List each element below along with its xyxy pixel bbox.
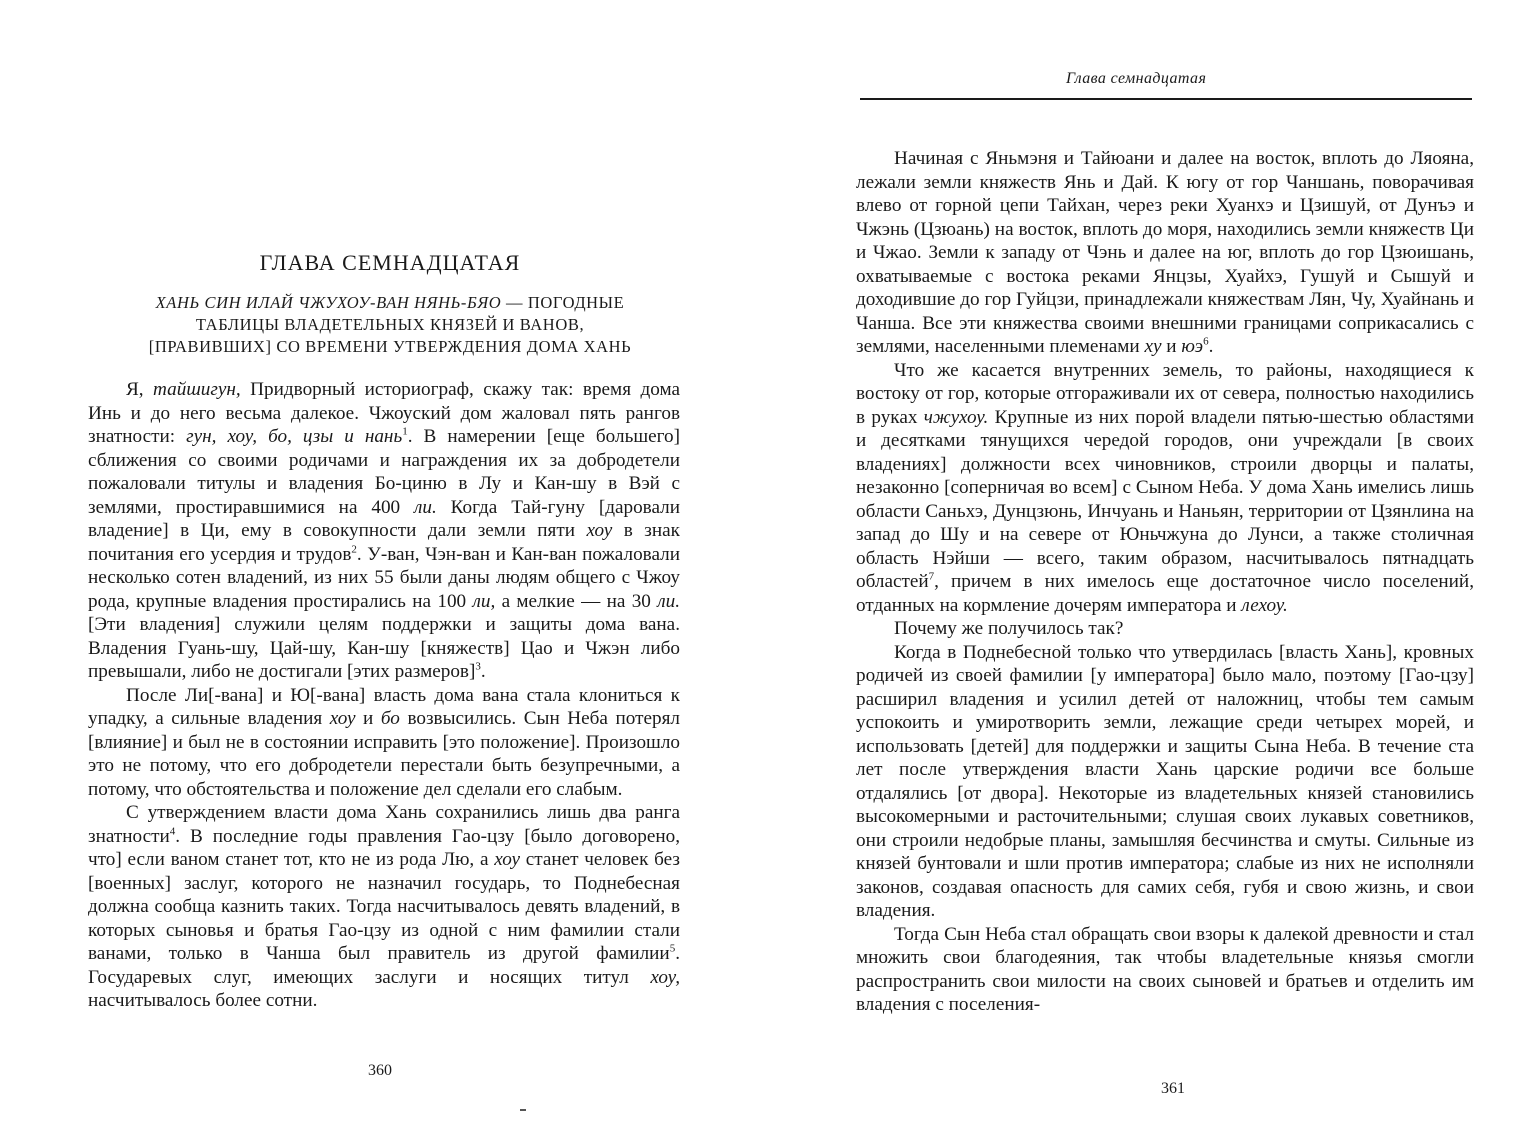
paragraph [88,801,680,1013]
right-page-body [856,147,1474,1017]
text-run: . Государевых слуг, имеющих заслуги и носящих титул [88,943,680,988]
text-run: . В последние годы правления Гао-цзу [было договорено, что] если ваном станет тот, кто не из рода Лю, а [88,825,680,870]
text-run: Придворный историограф, скажу так: время дома Инь и до него весьма далекое. Чжоуский дом жаловал пять рангов знатности: [88,379,680,447]
text-run: Тогда Сын Неба стал обращать свои взоры к далекой древности и стал множить свои благодеяния, так чтобы владетельные князья смогли распространить свои милости на своих сыновей и братьев и отделить им владения с поселения- [856,923,1474,1015]
text-run: Когда в Поднебесной только что утвердилась [власть Хань], кровных родичей из своей фамилии [у императора] было мало, поэтому [Гао-цзу] расширил владения и усилил детей от наложниц, чтобы тем самым успокоить и умиротворить земли, лежащие среди четырех морей, и использовать [детей] для поддержки и защиты Сына Неба. В течение ста лет после утверждения власти Хань царские родичи все больше отдалялись [от двора]. Некоторые из владетельных князей становились высокомерными и расточительными; слушая своих лукавых советников, они строили недобрые планы, замышляя бесчинства и смуты. Сильные из князей бунтовали и шли против императора; слабые из них не исполняли законов, создавая опасность для самих себя, губя и свою жизнь, и свои владения. [856,641,1474,921]
chapter-subtitle [90,292,690,358]
footnote-ref: 4 [169,825,176,838]
paragraph [856,617,1474,641]
footnote-ref: 7 [928,570,935,583]
italic-term: ли. [657,590,680,612]
text-run: станет человек без [военных] заслуг, которого не назначил государь, то Поднебесная должна сообща казнить таких. Тогда насчитывалось девять владений, в которых сыновья и братья Гао-цзу из одной с ним фамилии стали ванами, только в Чанша был правитель из другой фамилии [88,849,680,964]
text-run: . У-ван, Чэн-ван и Кан-ван пожаловали несколько сотен владений, из них 55 были даны людям общего с Чжоу рода, крупные владения простирались на 100 [88,543,680,612]
italic-term: хоу [329,708,356,729]
text-run: После Ли[-вана] и Ю[-вана] власть дома вана стала клониться к упадку, а сильные владения [88,684,680,729]
scan-speck [520,1109,526,1111]
text-run: . [480,661,486,682]
footnote-ref: 6 [1203,335,1209,348]
text-run: Я, [126,379,154,400]
italic-term: гун, хоу, бо, цзы и нань [186,426,403,447]
italic-term: чжухоу. [923,406,989,428]
subtitle-line-1-rest: — ПОГОДНЫЕ [501,293,625,312]
page-number-right: 361 [1161,1080,1185,1097]
running-head-rule [860,98,1472,100]
paragraph [88,378,680,684]
italic-term: хоу, [650,966,680,988]
text-run: . В намерении [еще большего] сближения со своими родичами и награждения их за добродетели пожаловали титулы и владения Бо-циню в Лу и Кан-шу в Вэй с землями, простиравшимися на 400 [88,426,681,518]
text-run: С утверждением власти дома Хань сохранились лишь два ранга знатности [88,802,680,847]
text-run: Что же касается внутренних земель, то районы, находящиеся к востоку от гор, которые отгораживали их от севера, полностью находились в руках [856,359,1474,428]
subtitle-transliteration: ХАНЬ СИН ИЛАЙ ЧЖУХОУ-ВАН НЯНЬ-БЯО [155,293,502,312]
text-run: , причем в них имелось еще достаточное число поселений, отданных на кормление дочерям императора и [856,571,1474,616]
chapter-title: ГЛАВА СЕМНАДЦАТАЯ [259,250,521,275]
subtitle-line-3: [ПРАВИВШИХ] СО ВРЕМЕНИ УТВЕРЖДЕНИЯ ДОМА ХАНЬ [148,337,632,356]
italic-term: тайшигун, [153,379,241,400]
text-run: возвысились. Сын Неба потерял [влияние] и был не в состоянии исправить [это положение]. Произошло это не потому, что его добродетели перестали быть безупречными, а потому, что обстоятельства и положение дел сделали его слабым. [88,708,680,800]
subtitle-line-1 [90,292,690,314]
paragraph [88,684,680,802]
italic-term: лехоу. [1241,594,1288,616]
footnote-ref: 2 [351,543,357,556]
italic-term: хоу [586,520,613,541]
text-run: насчитывалось более сотни. [88,990,318,1011]
footnote-ref: 1 [402,425,408,438]
italic-term: юэ [1181,336,1204,357]
text-run: а мелкие — на 30 [495,590,658,612]
text-run: [Эти владения] служили целям поддержки и защиты дома вана. Владения Гуань-шу, Цай-шу, Кан-шу [княжеств] Цао и Чжэн либо превышали, либо не достигали [этих размеров] [88,614,680,682]
italic-term: ху [1144,336,1162,357]
italic-term: ли. [414,496,437,518]
footnote-ref: 5 [669,942,676,955]
text-run: Почему же получилось так? [894,618,1124,639]
italic-term: хоу [494,849,520,870]
page-number-left: 360 [368,1062,392,1079]
right-page [761,0,1522,1138]
subtitle-line-2: ТАБЛИЦЫ ВЛАДЕТЕЛЬНЫХ КНЯЗЕЙ И ВАНОВ, [195,315,585,334]
text-run: в знак почитания его усердия и трудов [88,520,680,565]
running-head: Глава семнадцатая [1066,70,1207,87]
text-run: Крупные из них порой владели пятью-шестью областями и десятками тянущихся чередой городов, они учреждали [в своих владениях] должности всех чиновников, строили дворцы и палаты, незаконно [соперничая во всем] с Сыном Неба. У дома Хань имелись лишь области Саньхэ, Дунцзюнь, Инчуань и Наньян, территории от Цзянлина на запад до Шу и на севере от Юньчжуна до Лунси, а также столичная область Нэйши — всего, таким образом, насчитывалось пятнадцать областей [856,406,1474,592]
text-run: Когда Тай-гуну [даровали владение] в Ци, ему в совокупности дали земли пяти [88,496,681,541]
paragraph [856,147,1474,359]
text-run: и [355,708,381,729]
footnote-ref: 3 [475,660,481,673]
paragraph [856,641,1474,923]
italic-term: ли, [472,590,496,612]
paragraph [856,359,1474,618]
italic-term: бо [380,708,400,729]
left-page-body [88,378,680,1013]
paragraph [856,923,1474,1017]
text-run: . [1208,336,1214,357]
text-run: Начиная с Яньмэня и Тайюани и далее на восток, вплоть до Ляояна, лежали земли княжеств Янь и Дай. К югу от гор Чаншань, поворачивая влево от горной цепи Тайхан, через реки Хуанхэ и Цзишуй, от Дунъэ и Чжэнь (Цзюань) на восток, вплоть до моря, находились земли княжеств Ци и Чжао. Земли к западу от Чэнь и далее на юг, вплоть до гор Цзюишань, охватываемые с востока реками Янцзы, Хуайхэ, Гушуй и Сышуй и доходившие до гор Гуйцзи, принадлежали княжествам Лян, Чу, Хуайнань и Чанша. Все эти княжества своими внешними границами соприкасались с землями, населенными племенами [856,148,1474,357]
text-run: и [1161,336,1182,357]
